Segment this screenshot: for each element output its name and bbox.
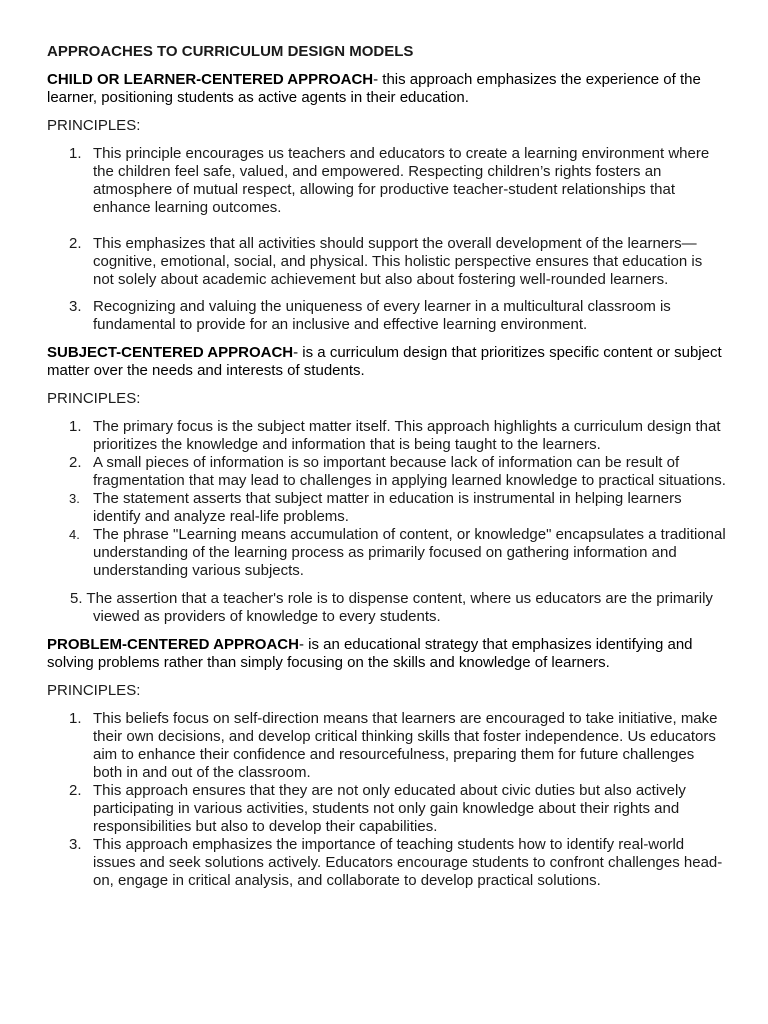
approach-term: CHILD OR LEARNER-CENTERED APPROACH (47, 71, 374, 88)
list-item (47, 145, 727, 217)
approach-definition: - is an educational strategy that emphasizes identifying and solving problems rather than simply focusing on the skills and knowledge of learners. (47, 636, 693, 671)
list-item (47, 836, 727, 890)
subject-centered-principles (47, 418, 727, 580)
item-text: The statement asserts that subject matter in education is instrumental in helping learners identify and analyze real-life problems. (93, 490, 682, 525)
list-item (47, 418, 727, 454)
learner-centered-definition (47, 71, 727, 107)
item-number: 4. (69, 527, 80, 542)
list-item (47, 454, 727, 490)
item-text: Recognizing and valuing the uniqueness of every learner in a multicultural classroom is fundamental to provide for an inclusive and effective learning environment. (93, 298, 671, 333)
principles-label: PRINCIPLES: (47, 390, 141, 407)
item-number: 3. (69, 298, 82, 315)
item-text: This beliefs focus on self-direction means that learners are encouraged to take initiative, make their own decisions, and develop critical thinking skills that foster independence. Us educators aim to enhance their confidence and resourcefulness, preparing them for future challenges both in and out of the classroom. (93, 710, 718, 781)
item-text: This emphasizes that all activities should support the overall development of the learners—cognitive, emotional, social, and physical. This holistic perspective ensures that education is not solely about academic achievement but also about fostering well-rounded learners. (93, 235, 703, 288)
item-number: 2. (69, 454, 82, 471)
problem-centered-definition (47, 636, 727, 672)
item-text: This approach ensures that they are not only educated about civic duties but also actively participating in various activities, students not only gain knowledge about their rights and responsibilities but also to develop their capabilities. (93, 782, 686, 835)
list-item (47, 782, 727, 836)
list-item (47, 526, 727, 580)
item-number: 1. (69, 418, 82, 435)
item-text: This principle encourages us teachers and educators to create a learning environment where the children feel safe, valued, and empowered. Respecting children’s rights fosters an atmosphere of mutual respect, allowing for productive teacher-student relationships that enhance learning outcomes. (93, 145, 710, 216)
learner-centered-principles (47, 145, 727, 334)
problem-centered-principles (47, 710, 727, 890)
document-page (47, 43, 727, 890)
item-text: The primary focus is the subject matter itself. This approach highlights a curriculum design that prioritizes the knowledge and information that is being taught to the learners. (93, 418, 721, 453)
item-text: A small pieces of information is so important because lack of information can be result of fragmentation that may lead to challenges in applying learned knowledge to practical situations. (93, 454, 726, 489)
list-item (47, 235, 727, 289)
item-text: This approach emphasizes the importance of teaching students how to identify real-world issues and seek solutions actively. Educators encourage students to confront challenges head-on, engage in critical analysis, and collaborate to develop practical solutions. (93, 836, 723, 889)
approach-definition: - is a curriculum design that prioritizes specific content or subject matter over the needs and interests of students. (47, 344, 722, 379)
list-item (47, 710, 727, 782)
item-number: 2. (69, 782, 82, 799)
list-item (47, 490, 727, 526)
item-number: 3. (69, 491, 80, 506)
approach-term: SUBJECT-CENTERED APPROACH (47, 344, 294, 361)
item-number: 3. (69, 836, 82, 853)
document-title: APPROACHES TO CURRICULUM DESIGN MODELS (47, 43, 414, 60)
principles-label: PRINCIPLES: (47, 682, 141, 699)
item-number: 1. (69, 710, 82, 727)
item-number: 1. (69, 145, 82, 162)
approach-term: PROBLEM-CENTERED APPROACH (47, 636, 299, 653)
list-item (47, 298, 727, 334)
principles-label: PRINCIPLES: (47, 117, 141, 134)
item-number: 2. (69, 235, 82, 252)
list-item-extra: 5. The assertion that a teacher's role is to dispense content, where us educators are the primarily viewed as providers of knowledge to every students. (70, 590, 713, 625)
approach-definition: - this approach emphasizes the experience of the learner, positioning students as active agents in their education. (47, 71, 701, 106)
subject-centered-definition (47, 344, 727, 380)
item-text: The phrase "Learning means accumulation of content, or knowledge" encapsulates a traditional understanding of the learning process as primarily focused on gathering information and understanding various subjects. (93, 526, 726, 579)
